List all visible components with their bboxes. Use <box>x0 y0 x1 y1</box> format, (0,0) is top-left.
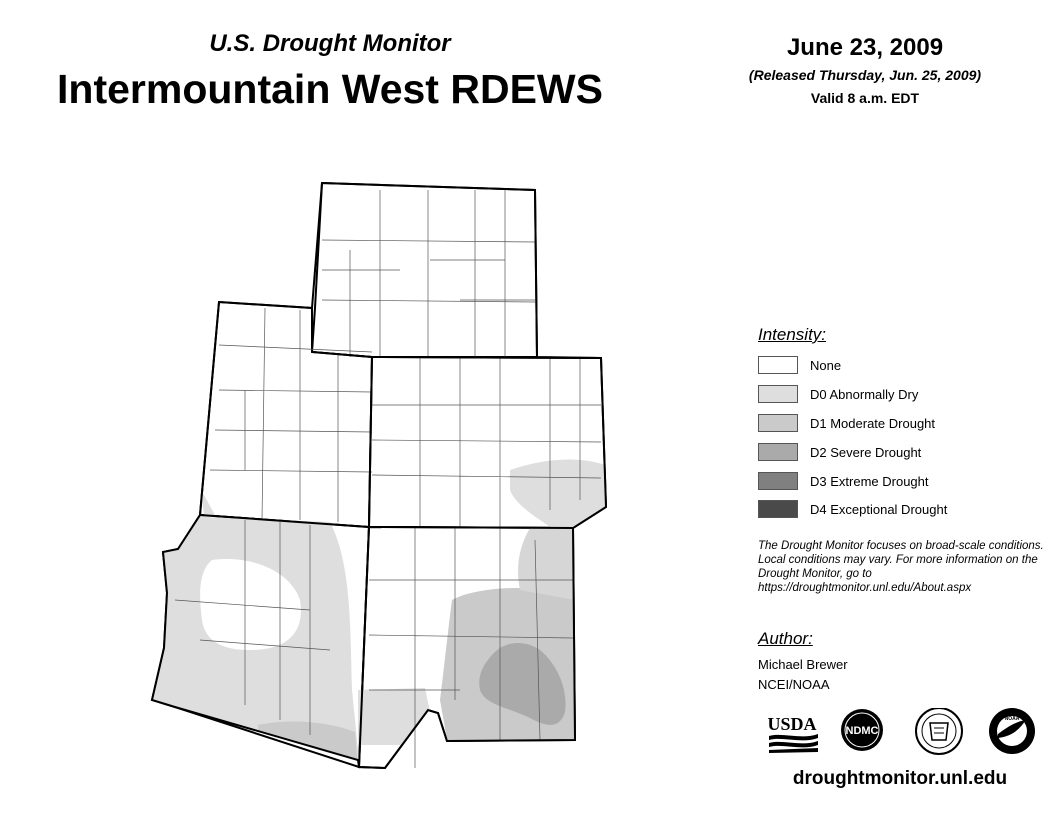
legend-swatch-d2 <box>758 443 798 461</box>
author-heading: Author: <box>758 629 813 648</box>
legend-item-d3 <box>758 471 929 491</box>
website-link[interactable]: droughtmonitor.unl.edu <box>792 768 1008 789</box>
d1-new-mexico-east-top <box>518 528 575 600</box>
legend-swatch-d0 <box>758 385 798 403</box>
legend-swatch-d3 <box>758 472 798 490</box>
release-date: (Released Thursday, Jun. 25, 2009) <box>748 67 982 83</box>
map-subtitle: U.S. Drought Monitor <box>209 30 451 57</box>
legend-swatch-none <box>758 356 798 374</box>
map-date: June 23, 2009 <box>786 34 944 61</box>
noaa-logo <box>989 708 1035 754</box>
legend-item-none <box>758 355 841 375</box>
ndmc-logo-text: NDMC <box>845 725 879 737</box>
legend-label-d4: D4 Exceptional Drought <box>810 501 948 517</box>
legend-item-d1 <box>758 413 935 433</box>
valid-time: Valid 8 a.m. EDT <box>810 90 920 106</box>
legend-heading: Intensity: <box>758 325 827 344</box>
commerce-seal-logo <box>916 708 962 754</box>
legend-label-d0: D0 Abnormally Dry <box>810 386 919 402</box>
usda-logo-text: USDA <box>767 714 817 734</box>
author-name: Michael Brewer <box>758 657 848 672</box>
legend-item-d0 <box>758 384 918 404</box>
usda-logo <box>767 714 818 753</box>
legend-swatch-d4 <box>758 500 798 518</box>
agency-logos <box>762 708 1042 758</box>
map-title: Intermountain West RDEWS <box>57 66 603 112</box>
legend-item-d2 <box>758 442 921 462</box>
legend-label-d1: D1 Moderate Drought <box>810 415 936 431</box>
ndmc-logo <box>841 709 883 751</box>
disclaimer-note: The Drought Monitor focuses on broad-scale conditions. Local conditions may vary. For more information on the Drought Monitor, go to https://droughtmonitor.unl.edu/About.aspx <box>758 540 1044 594</box>
legend-label-d2: D2 Severe Drought <box>810 444 922 460</box>
legend-label-d3: D3 Extreme Drought <box>810 473 929 489</box>
legend-item-d4 <box>758 499 947 519</box>
noaa-logo-text: NOAA <box>1004 716 1020 722</box>
author-org: NCEI/NOAA <box>758 677 830 692</box>
legend-swatch-d1 <box>758 414 798 432</box>
drought-map <box>145 178 615 778</box>
legend-label-none: None <box>810 357 842 373</box>
